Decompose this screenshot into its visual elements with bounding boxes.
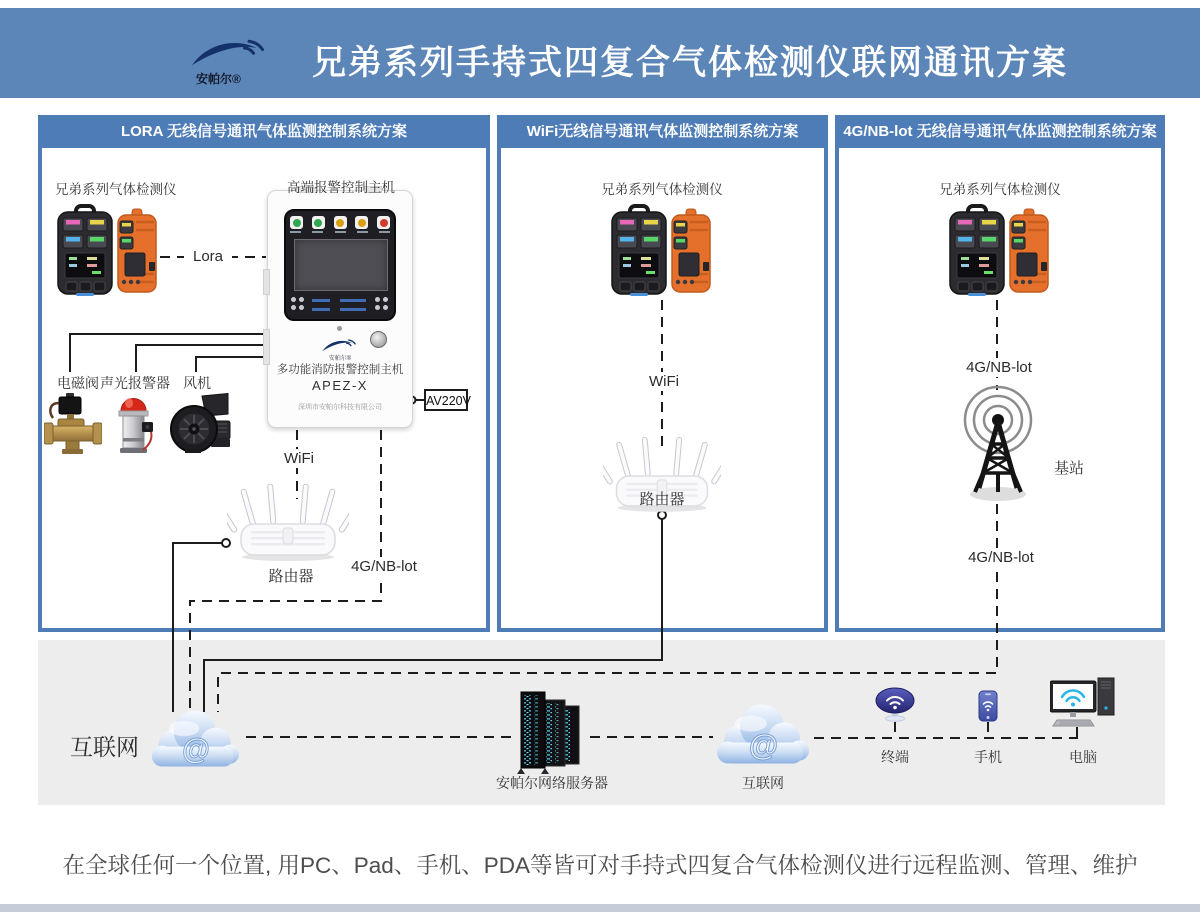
p3-cell-label-top: 4G/NB-lot — [963, 358, 1035, 377]
lora-link-label: Lora — [184, 247, 232, 266]
valve-label: 电磁阀 — [57, 375, 99, 391]
p1-detectors-label: 兄弟系列气体检测仪 — [55, 182, 177, 197]
p1-router-label: 路由器 — [268, 568, 314, 585]
internet-cloud2-icon — [713, 697, 813, 772]
footer-bar — [0, 904, 1200, 912]
brand-logo-swoosh-icon — [188, 39, 268, 69]
host-screen — [294, 239, 388, 291]
base-station-label: 基站 — [1053, 460, 1084, 477]
p2-detectors-label: 兄弟系列气体检测仪 — [601, 182, 723, 197]
sound-light-alarm-icon — [118, 389, 154, 459]
host-led-row — [290, 216, 390, 229]
power-supply-box: AV220V — [424, 389, 468, 411]
led-power — [290, 216, 303, 229]
led-alarm — [377, 216, 390, 229]
panel-4g-title: 4G/NB-lot 无线信号通讯气体监测控制系统方案 — [835, 115, 1165, 148]
fan-label: 风机 — [183, 375, 211, 391]
solenoid-valve-icon — [44, 393, 102, 457]
gas-detectors-icon — [56, 204, 160, 298]
host-label: 高端报警控制主机 — [287, 180, 395, 195]
computer-icon — [1050, 677, 1118, 729]
server-label: 安帕尔网络服务器 — [496, 775, 608, 791]
host-speaker-right — [375, 297, 389, 311]
internet-right-label: 互联网 — [742, 775, 784, 791]
fan-icon — [168, 393, 232, 455]
host-menu-text — [340, 299, 366, 302]
p1-cell-label: 4G/NB-lot — [348, 557, 420, 576]
panel-lora-title: LORA 无线信号通讯气体监测控制系统方案 — [38, 115, 490, 148]
host-brand-swoosh-icon — [319, 339, 359, 353]
panel-wifi-title: WiFi无线信号通讯气体监测控制系统方案 — [497, 115, 828, 148]
p2-router-label: 路由器 — [639, 491, 685, 508]
host-name: 多功能消防报警控制主机 — [276, 364, 404, 376]
gas-detectors-icon — [948, 204, 1052, 298]
brand-logo-text: 安帕尔® — [196, 72, 241, 86]
host-menu-text — [312, 299, 330, 302]
host-led-tags — [290, 231, 390, 233]
alarm-host-device — [267, 190, 413, 428]
p3-detectors-label: 兄弟系列气体检测仪 — [939, 182, 1061, 197]
host-indicator-dot — [337, 326, 342, 331]
terminal-icon — [874, 687, 916, 723]
led-warn1 — [334, 216, 347, 229]
host-brand-text: 安帕尔® — [328, 356, 352, 362]
router1-icon — [227, 484, 349, 564]
host-port-tab — [263, 269, 270, 295]
base-station-icon — [950, 382, 1046, 504]
terminal-label: 终端 — [881, 749, 909, 765]
phone-icon — [978, 690, 998, 722]
host-speaker-left — [291, 297, 305, 311]
p1-wifi-label: WiFi — [275, 449, 323, 468]
alarm-label: 声光报警器 — [100, 375, 170, 391]
gas-detectors-icon — [610, 204, 714, 298]
led-run — [312, 216, 325, 229]
host-model: APEZ-X — [312, 378, 368, 393]
led-warn2 — [355, 216, 368, 229]
host-menu-text — [312, 308, 330, 311]
caption-text: 在全球任何一个位置, 用PC、Pad、手机、PDA等皆可对手持式四复合气体检测仪进行远程监测、管理、维护 — [62, 853, 1138, 878]
host-menu-text — [340, 308, 366, 311]
host-knob — [370, 331, 387, 348]
host-company: 深圳市安帕尔科技有限公司 — [298, 404, 382, 411]
internet-cloud-icon — [148, 703, 243, 775]
host-display-panel — [284, 209, 396, 321]
phone-label: 手机 — [974, 749, 1002, 765]
internet-left-label: 互联网 — [70, 734, 139, 760]
p3-cell-label-bottom: 4G/NB-lot — [965, 548, 1037, 567]
p2-wifi-label: WiFi — [640, 372, 688, 391]
pc-label: 电脑 — [1069, 749, 1097, 765]
page-title: 兄弟系列手持式四复合气体检测仪联网通讯方案 — [312, 44, 1068, 82]
server-icon — [517, 690, 589, 776]
header-banner — [0, 8, 1200, 98]
